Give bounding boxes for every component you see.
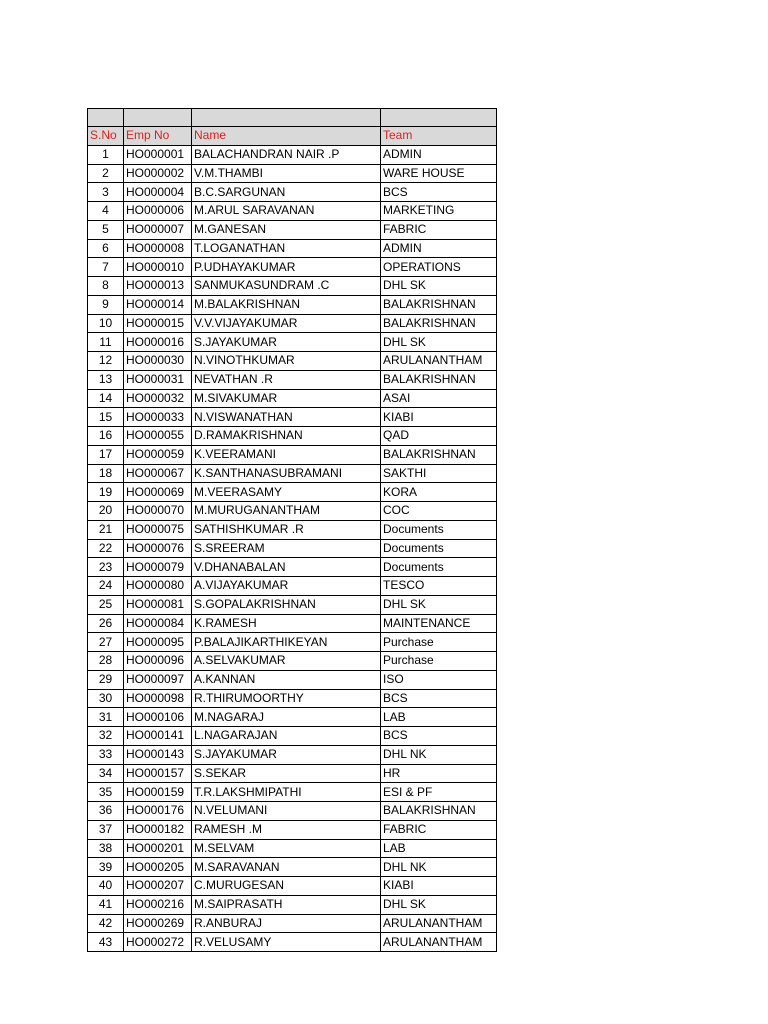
- cell-emp-no: HO000002: [124, 164, 192, 183]
- blank-cell: [192, 109, 381, 127]
- cell-team: BALAKRISHNAN: [381, 370, 497, 389]
- cell-name: S.JAYAKUMAR: [192, 745, 381, 764]
- cell-emp-no: HO000010: [124, 258, 192, 277]
- cell-emp-no: HO000097: [124, 670, 192, 689]
- cell-team: DHL SK: [381, 895, 497, 914]
- table-row: [88, 633, 497, 652]
- cell-team: BALAKRISHNAN: [381, 445, 497, 464]
- cell-name: V.V.VIJAYAKUMAR: [192, 314, 381, 333]
- cell-name: M.MURUGANANTHAM: [192, 502, 381, 521]
- cell-sno: 28: [88, 652, 124, 671]
- table-row: [88, 933, 497, 952]
- cell-sno: 29: [88, 670, 124, 689]
- cell-name: SATHISHKUMAR .R: [192, 520, 381, 539]
- cell-name: N.VELUMANI: [192, 802, 381, 821]
- table-row: [88, 258, 497, 277]
- cell-emp-no: HO000004: [124, 183, 192, 202]
- cell-sno: 21: [88, 520, 124, 539]
- table-row: [88, 689, 497, 708]
- table-row: [88, 239, 497, 258]
- cell-emp-no: HO000141: [124, 727, 192, 746]
- cell-sno: 12: [88, 352, 124, 371]
- cell-sno: 11: [88, 333, 124, 352]
- cell-name: T.R.LAKSHMIPATHI: [192, 783, 381, 802]
- header-row: [88, 127, 497, 146]
- cell-sno: 32: [88, 727, 124, 746]
- cell-name: N.VINOTHKUMAR: [192, 352, 381, 371]
- cell-name: R.ANBURAJ: [192, 914, 381, 933]
- cell-name: C.MURUGESAN: [192, 877, 381, 896]
- cell-name: M.GANESAN: [192, 220, 381, 239]
- cell-emp-no: HO000067: [124, 464, 192, 483]
- table-row: [88, 670, 497, 689]
- table-row: [88, 783, 497, 802]
- table-row: [88, 520, 497, 539]
- cell-sno: 1: [88, 145, 124, 164]
- cell-emp-no: HO000182: [124, 820, 192, 839]
- table-body: [88, 145, 497, 951]
- cell-name: P.UDHAYAKUMAR: [192, 258, 381, 277]
- cell-emp-no: HO000157: [124, 764, 192, 783]
- cell-emp-no: HO000006: [124, 202, 192, 221]
- table-row: [88, 183, 497, 202]
- cell-sno: 43: [88, 933, 124, 952]
- cell-team: COC: [381, 502, 497, 521]
- cell-emp-no: HO000007: [124, 220, 192, 239]
- cell-name: M.SELVAM: [192, 839, 381, 858]
- cell-team: Documents: [381, 539, 497, 558]
- cell-team: WARE HOUSE: [381, 164, 497, 183]
- cell-name: NEVATHAN .R: [192, 370, 381, 389]
- table-row: [88, 914, 497, 933]
- cell-sno: 25: [88, 595, 124, 614]
- cell-name: K.VEERAMANI: [192, 445, 381, 464]
- cell-sno: 16: [88, 427, 124, 446]
- cell-emp-no: HO000081: [124, 595, 192, 614]
- table-row: [88, 802, 497, 821]
- cell-team: BALAKRISHNAN: [381, 295, 497, 314]
- employee-sheet: [87, 108, 497, 952]
- cell-emp-no: HO000095: [124, 633, 192, 652]
- cell-sno: 10: [88, 314, 124, 333]
- table-row: [88, 427, 497, 446]
- cell-sno: 6: [88, 239, 124, 258]
- cell-team: DHL NK: [381, 745, 497, 764]
- cell-name: S.SREERAM: [192, 539, 381, 558]
- cell-team: ARULANANTHAM: [381, 933, 497, 952]
- blank-cell: [88, 109, 124, 127]
- cell-name: M.VEERASAMY: [192, 483, 381, 502]
- table-row: [88, 145, 497, 164]
- cell-emp-no: HO000069: [124, 483, 192, 502]
- cell-emp-no: HO000080: [124, 577, 192, 596]
- employee-table: [87, 108, 497, 952]
- header-emp-no: Emp No: [124, 127, 192, 146]
- cell-team: BCS: [381, 727, 497, 746]
- cell-sno: 34: [88, 764, 124, 783]
- cell-sno: 35: [88, 783, 124, 802]
- cell-sno: 14: [88, 389, 124, 408]
- cell-emp-no: HO000015: [124, 314, 192, 333]
- header-team: Team: [381, 127, 497, 146]
- cell-emp-no: HO000001: [124, 145, 192, 164]
- cell-team: MAINTENANCE: [381, 614, 497, 633]
- cell-emp-no: HO000106: [124, 708, 192, 727]
- table-row: [88, 370, 497, 389]
- cell-name: M.BALAKRISHNAN: [192, 295, 381, 314]
- blank-cell: [124, 109, 192, 127]
- cell-name: N.VISWANATHAN: [192, 408, 381, 427]
- cell-name: M.ARUL SARAVANAN: [192, 202, 381, 221]
- blank-cell: [381, 109, 497, 127]
- cell-team: ARULANANTHAM: [381, 352, 497, 371]
- table-row: [88, 895, 497, 914]
- cell-emp-no: HO000075: [124, 520, 192, 539]
- cell-name: D.RAMAKRISHNAN: [192, 427, 381, 446]
- cell-team: TESCO: [381, 577, 497, 596]
- cell-emp-no: HO000055: [124, 427, 192, 446]
- cell-team: BCS: [381, 689, 497, 708]
- header-sno: S.No: [88, 127, 124, 146]
- cell-sno: 38: [88, 839, 124, 858]
- cell-emp-no: HO000008: [124, 239, 192, 258]
- table-row: [88, 745, 497, 764]
- table-row: [88, 483, 497, 502]
- cell-emp-no: HO000159: [124, 783, 192, 802]
- cell-emp-no: HO000176: [124, 802, 192, 821]
- cell-emp-no: HO000059: [124, 445, 192, 464]
- table-row: [88, 295, 497, 314]
- cell-team: ADMIN: [381, 239, 497, 258]
- table-row: [88, 708, 497, 727]
- cell-name: SANMUKASUNDRAM .C: [192, 277, 381, 296]
- cell-emp-no: HO000143: [124, 745, 192, 764]
- cell-team: LAB: [381, 708, 497, 727]
- cell-sno: 9: [88, 295, 124, 314]
- cell-sno: 31: [88, 708, 124, 727]
- cell-emp-no: HO000216: [124, 895, 192, 914]
- cell-team: Documents: [381, 520, 497, 539]
- cell-name: P.BALAJIKARTHIKEYAN: [192, 633, 381, 652]
- cell-sno: 23: [88, 558, 124, 577]
- cell-team: ASAI: [381, 389, 497, 408]
- table-row: [88, 595, 497, 614]
- cell-name: R.VELUSAMY: [192, 933, 381, 952]
- cell-name: S.JAYAKUMAR: [192, 333, 381, 352]
- cell-emp-no: HO000096: [124, 652, 192, 671]
- cell-team: BALAKRISHNAN: [381, 314, 497, 333]
- table-row: [88, 614, 497, 633]
- cell-name: RAMESH .M: [192, 820, 381, 839]
- cell-sno: 5: [88, 220, 124, 239]
- table-row: [88, 352, 497, 371]
- cell-team: ARULANANTHAM: [381, 914, 497, 933]
- table-row: [88, 652, 497, 671]
- cell-name: L.NAGARAJAN: [192, 727, 381, 746]
- table-row: [88, 858, 497, 877]
- cell-sno: 20: [88, 502, 124, 521]
- cell-sno: 19: [88, 483, 124, 502]
- cell-emp-no: HO000014: [124, 295, 192, 314]
- cell-name: A.VIJAYAKUMAR: [192, 577, 381, 596]
- cell-sno: 3: [88, 183, 124, 202]
- cell-sno: 8: [88, 277, 124, 296]
- table-row: [88, 202, 497, 221]
- table-row: [88, 220, 497, 239]
- cell-name: K.RAMESH: [192, 614, 381, 633]
- table-row: [88, 839, 497, 858]
- cell-team: MARKETING: [381, 202, 497, 221]
- cell-team: OPERATIONS: [381, 258, 497, 277]
- table-row: [88, 389, 497, 408]
- cell-name: B.C.SARGUNAN: [192, 183, 381, 202]
- table-row: [88, 314, 497, 333]
- cell-team: ADMIN: [381, 145, 497, 164]
- cell-sno: 30: [88, 689, 124, 708]
- cell-name: A.KANNAN: [192, 670, 381, 689]
- cell-name: V.DHANABALAN: [192, 558, 381, 577]
- cell-team: FABRIC: [381, 220, 497, 239]
- cell-emp-no: HO000084: [124, 614, 192, 633]
- cell-sno: 15: [88, 408, 124, 427]
- table-row: [88, 877, 497, 896]
- cell-sno: 41: [88, 895, 124, 914]
- table-row: [88, 820, 497, 839]
- table-row: [88, 764, 497, 783]
- cell-sno: 2: [88, 164, 124, 183]
- cell-team: ESI & PF: [381, 783, 497, 802]
- cell-sno: 42: [88, 914, 124, 933]
- cell-name: V.M.THAMBI: [192, 164, 381, 183]
- cell-team: SAKTHI: [381, 464, 497, 483]
- cell-emp-no: HO000070: [124, 502, 192, 521]
- cell-name: M.SARAVANAN: [192, 858, 381, 877]
- cell-name: BALACHANDRAN NAIR .P: [192, 145, 381, 164]
- cell-emp-no: HO000016: [124, 333, 192, 352]
- cell-team: ISO: [381, 670, 497, 689]
- table-row: [88, 558, 497, 577]
- table-row: [88, 727, 497, 746]
- cell-sno: 39: [88, 858, 124, 877]
- cell-team: KIABI: [381, 408, 497, 427]
- cell-emp-no: HO000098: [124, 689, 192, 708]
- cell-team: DHL NK: [381, 858, 497, 877]
- cell-team: DHL SK: [381, 277, 497, 296]
- cell-sno: 17: [88, 445, 124, 464]
- table-row: [88, 502, 497, 521]
- cell-team: LAB: [381, 839, 497, 858]
- cell-team: KIABI: [381, 877, 497, 896]
- cell-name: K.SANTHANASUBRAMANI: [192, 464, 381, 483]
- cell-sno: 7: [88, 258, 124, 277]
- cell-emp-no: HO000079: [124, 558, 192, 577]
- cell-team: Purchase: [381, 652, 497, 671]
- table-row: [88, 408, 497, 427]
- cell-emp-no: HO000031: [124, 370, 192, 389]
- table-row: [88, 577, 497, 596]
- cell-name: M.SIVAKUMAR: [192, 389, 381, 408]
- cell-team: DHL SK: [381, 333, 497, 352]
- cell-team: DHL SK: [381, 595, 497, 614]
- cell-sno: 24: [88, 577, 124, 596]
- table-row: [88, 164, 497, 183]
- cell-emp-no: HO000272: [124, 933, 192, 952]
- cell-sno: 40: [88, 877, 124, 896]
- cell-emp-no: HO000205: [124, 858, 192, 877]
- cell-team: FABRIC: [381, 820, 497, 839]
- cell-name: A.SELVAKUMAR: [192, 652, 381, 671]
- cell-team: BCS: [381, 183, 497, 202]
- table-row: [88, 464, 497, 483]
- cell-emp-no: HO000033: [124, 408, 192, 427]
- cell-sno: 22: [88, 539, 124, 558]
- cell-emp-no: HO000032: [124, 389, 192, 408]
- cell-name: S.SEKAR: [192, 764, 381, 783]
- header-name: Name: [192, 127, 381, 146]
- cell-team: HR: [381, 764, 497, 783]
- cell-team: Documents: [381, 558, 497, 577]
- table-row: [88, 445, 497, 464]
- table-row: [88, 539, 497, 558]
- cell-name: M.SAIPRASATH: [192, 895, 381, 914]
- cell-emp-no: HO000269: [124, 914, 192, 933]
- cell-name: R.THIRUMOORTHY: [192, 689, 381, 708]
- cell-emp-no: HO000013: [124, 277, 192, 296]
- cell-sno: 33: [88, 745, 124, 764]
- cell-team: BALAKRISHNAN: [381, 802, 497, 821]
- cell-name: T.LOGANATHAN: [192, 239, 381, 258]
- cell-sno: 26: [88, 614, 124, 633]
- cell-sno: 37: [88, 820, 124, 839]
- cell-emp-no: HO000207: [124, 877, 192, 896]
- cell-team: KORA: [381, 483, 497, 502]
- cell-sno: 4: [88, 202, 124, 221]
- cell-emp-no: HO000076: [124, 539, 192, 558]
- cell-team: Purchase: [381, 633, 497, 652]
- cell-name: S.GOPALAKRISHNAN: [192, 595, 381, 614]
- cell-sno: 13: [88, 370, 124, 389]
- cell-sno: 18: [88, 464, 124, 483]
- cell-team: QAD: [381, 427, 497, 446]
- cell-emp-no: HO000030: [124, 352, 192, 371]
- cell-emp-no: HO000201: [124, 839, 192, 858]
- cell-name: M.NAGARAJ: [192, 708, 381, 727]
- cell-sno: 27: [88, 633, 124, 652]
- table-row: [88, 333, 497, 352]
- blank-header-row: [88, 109, 497, 127]
- cell-sno: 36: [88, 802, 124, 821]
- table-row: [88, 277, 497, 296]
